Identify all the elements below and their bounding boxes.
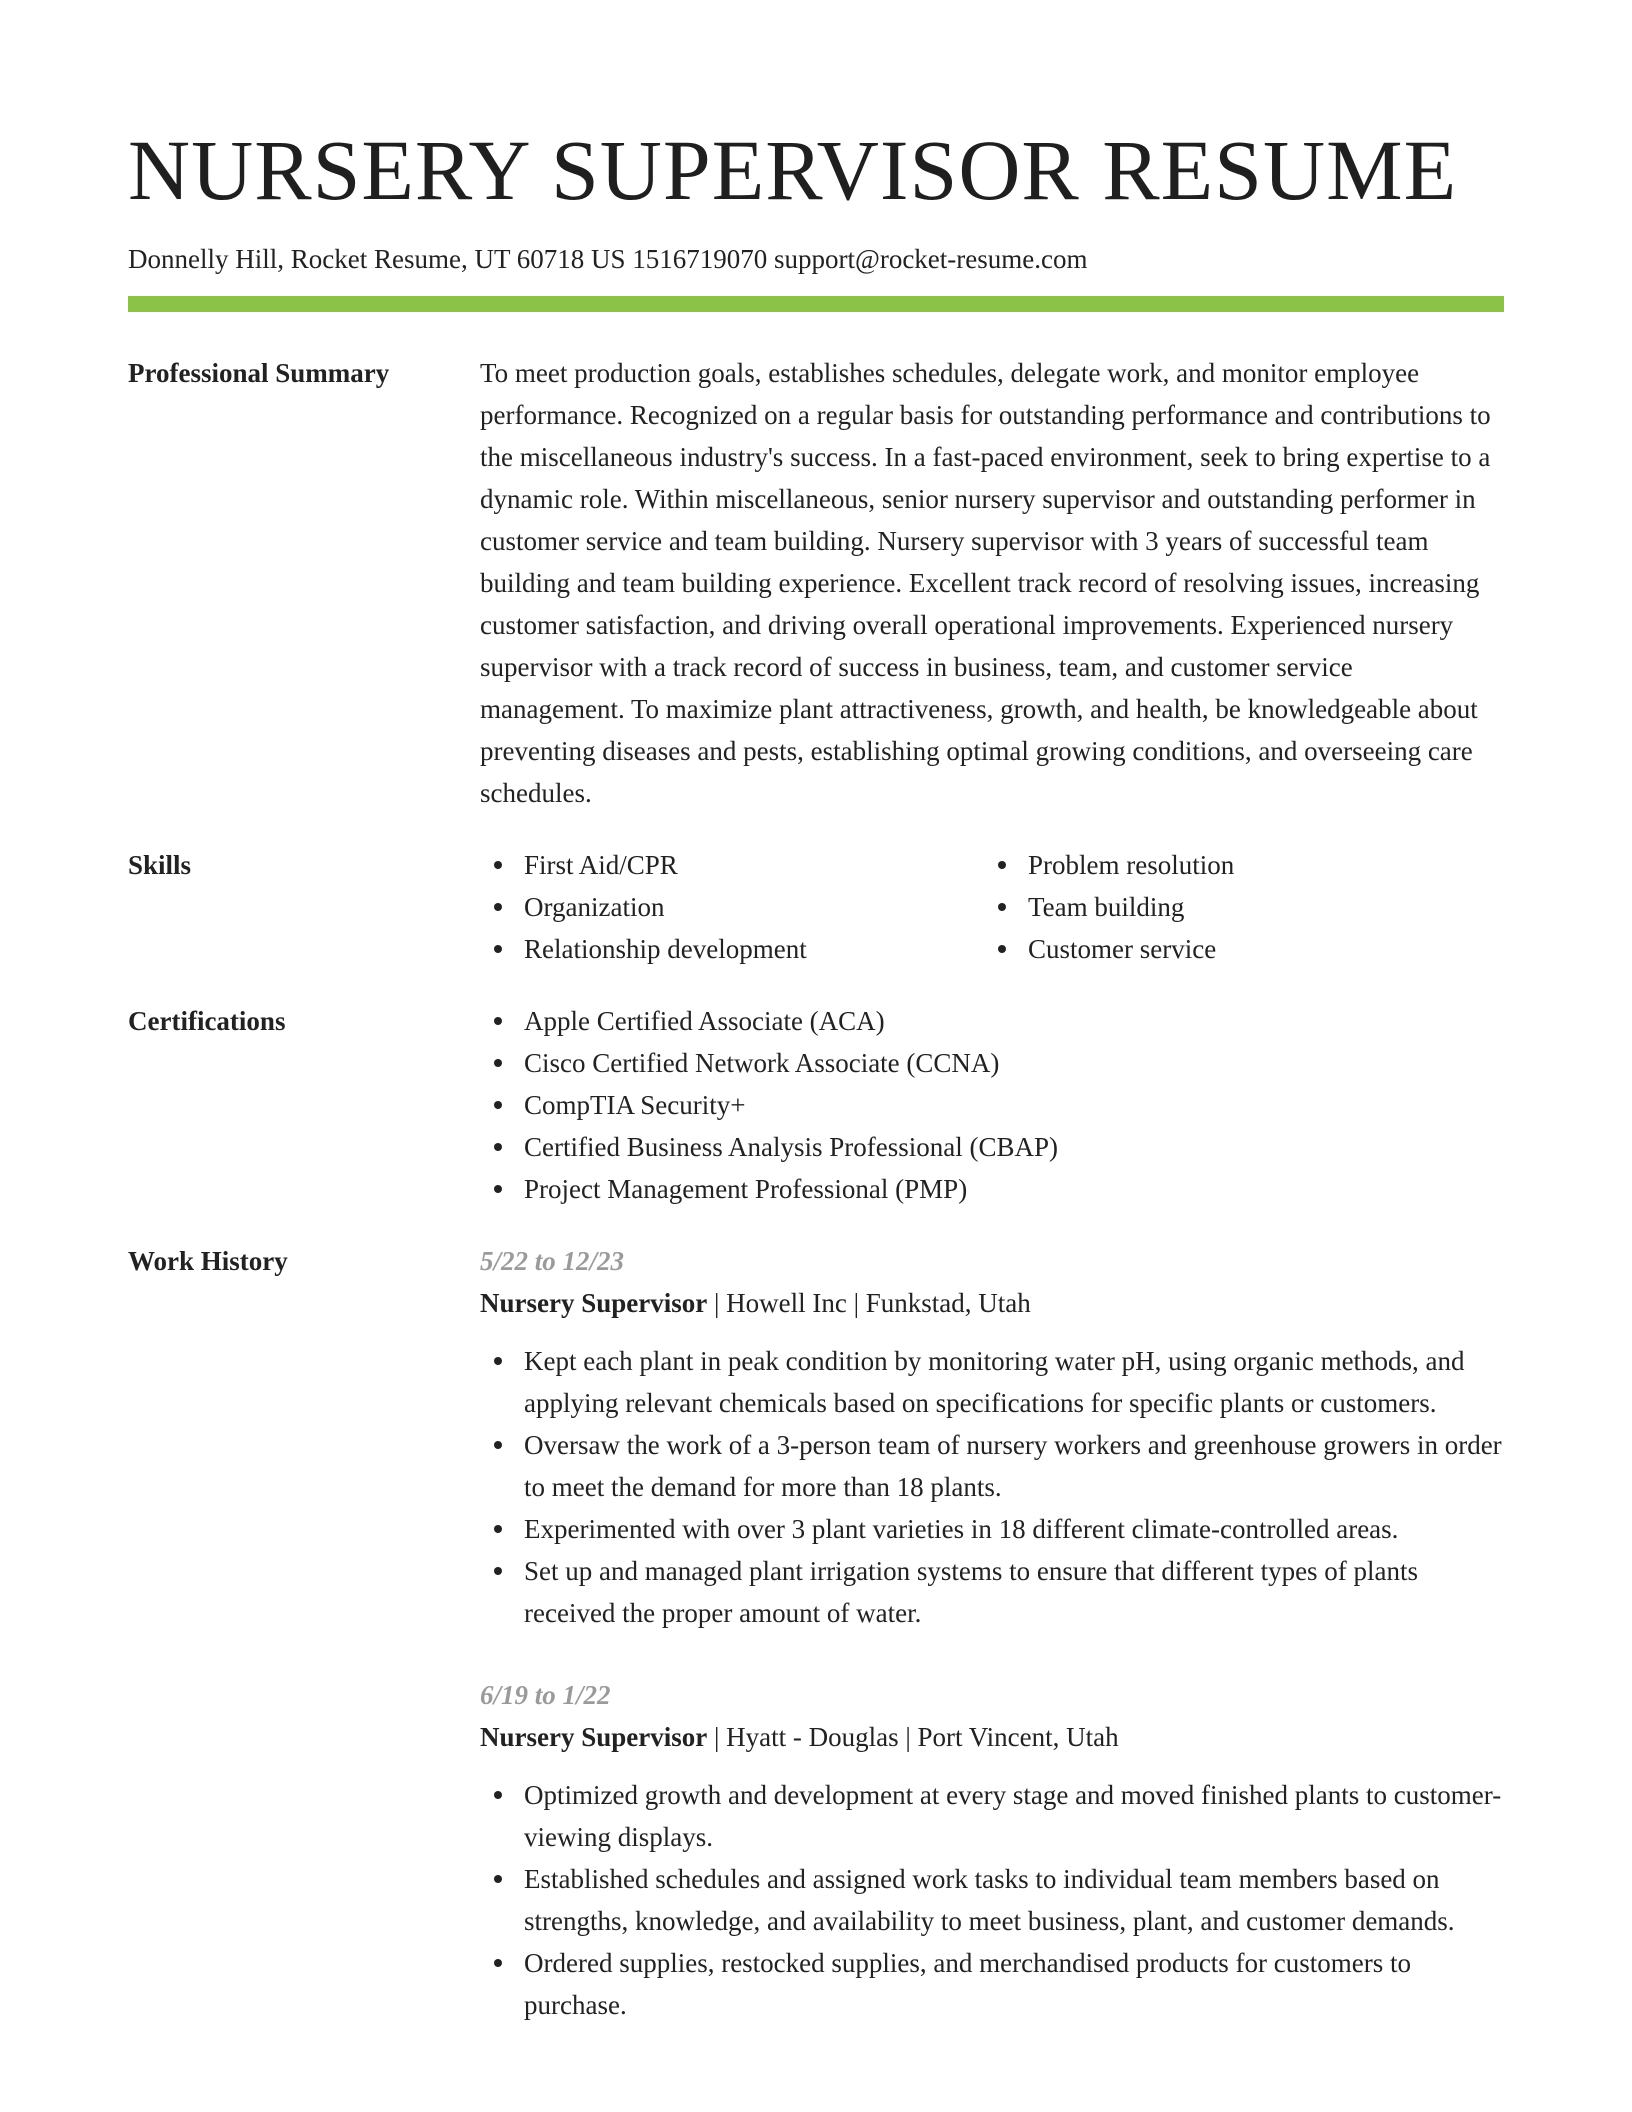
contact-line: Donnelly Hill, Rocket Resume, UT 60718 US 1516719070 support@rocket-resume.com	[128, 244, 1088, 274]
job-entry	[480, 1674, 1504, 2026]
job-title: Nursery Supervisor	[480, 1288, 708, 1318]
job-bullets	[480, 1774, 1504, 2026]
summary-text: To meet production goals, establishes schedules, delegate work, and monitor employee performance. Recognized on a regular basis for outstanding performance and contributions to the miscellaneous industry's success. In a fast-paced environment, seek to bring expertise to a dynamic role. Within miscellaneous, senior nursery supervisor and outstanding performer in customer service and team building. Nursery supervisor with 3 years of successful team building and team building experience. Excellent track record of resolving issues, increasing customer satisfaction, and driving overall operational improvements. Experienced nursery supervisor with a track record of success in business, team, and customer service management. To maximize plant attractiveness, growth, and health, be knowledgeable about preventing diseases and pests, establishing optimal growing conditions, and overseeing care schedules.	[480, 358, 1491, 808]
job-details: | Howell Inc | Funkstad, Utah	[707, 1288, 1031, 1318]
job-details: | Hyatt - Douglas | Port Vincent, Utah	[707, 1722, 1119, 1752]
summary-label: Professional Summary	[128, 358, 390, 388]
job-heading	[480, 1716, 1504, 1758]
work-history-section	[128, 1240, 1504, 2026]
list-item: Cisco Certified Network Associate (CCNA)	[480, 1042, 1504, 1084]
skills-column-left	[480, 844, 984, 970]
list-item: Relationship development	[480, 928, 984, 970]
list-item: Apple Certified Associate (ACA)	[480, 1000, 1504, 1042]
skills-list	[480, 844, 1504, 970]
summary-section	[128, 352, 1504, 814]
list-item: Oversaw the work of a 3-person team of nursery workers and greenhouse growers in order to meet the demand for more than 18 plants.	[480, 1424, 1504, 1508]
job-heading	[480, 1282, 1504, 1324]
list-item: Established schedules and assigned work tasks to individual team members based on strengths, knowledge, and availability to meet business, plant, and customer demands.	[480, 1858, 1504, 1942]
list-item: First Aid/CPR	[480, 844, 984, 886]
header-divider	[128, 296, 1504, 312]
certifications-list	[480, 1000, 1504, 1210]
job-bullets	[480, 1340, 1504, 1634]
list-item: Optimized growth and development at every stage and moved finished plants to customer-viewing displays.	[480, 1774, 1504, 1858]
list-item: Experimented with over 3 plant varieties in 18 different climate-controlled areas.	[480, 1508, 1504, 1550]
list-item: Certified Business Analysis Professional (CBAP)	[480, 1126, 1504, 1168]
list-item: Project Management Professional (PMP)	[480, 1168, 1504, 1210]
skills-label: Skills	[128, 850, 192, 880]
certifications-label: Certifications	[128, 1006, 286, 1036]
page-title: NURSERY SUPERVISOR RESUME	[128, 122, 1458, 218]
job-dates: 5/22 to 12/23	[480, 1246, 625, 1276]
skills-section	[128, 844, 1504, 970]
list-item: Organization	[480, 886, 984, 928]
list-item: Customer service	[984, 928, 1504, 970]
work-history-label: Work History	[128, 1246, 288, 1276]
resume-page	[128, 120, 1504, 2026]
job-dates: 6/19 to 1/22	[480, 1680, 611, 1710]
list-item: Set up and managed plant irrigation systems to ensure that different types of plants received the proper amount of water.	[480, 1550, 1504, 1634]
list-item: Kept each plant in peak condition by monitoring water pH, using organic methods, and applying relevant chemicals based on specifications for specific plants or customers.	[480, 1340, 1504, 1424]
skills-column-right	[984, 844, 1504, 970]
job-entry	[480, 1240, 1504, 1634]
certifications-section	[128, 1000, 1504, 1210]
list-item: CompTIA Security+	[480, 1084, 1504, 1126]
list-item: Ordered supplies, restocked supplies, and merchandised products for customers to purchase.	[480, 1942, 1504, 2026]
list-item: Problem resolution	[984, 844, 1504, 886]
list-item: Team building	[984, 886, 1504, 928]
job-title: Nursery Supervisor	[480, 1722, 708, 1752]
